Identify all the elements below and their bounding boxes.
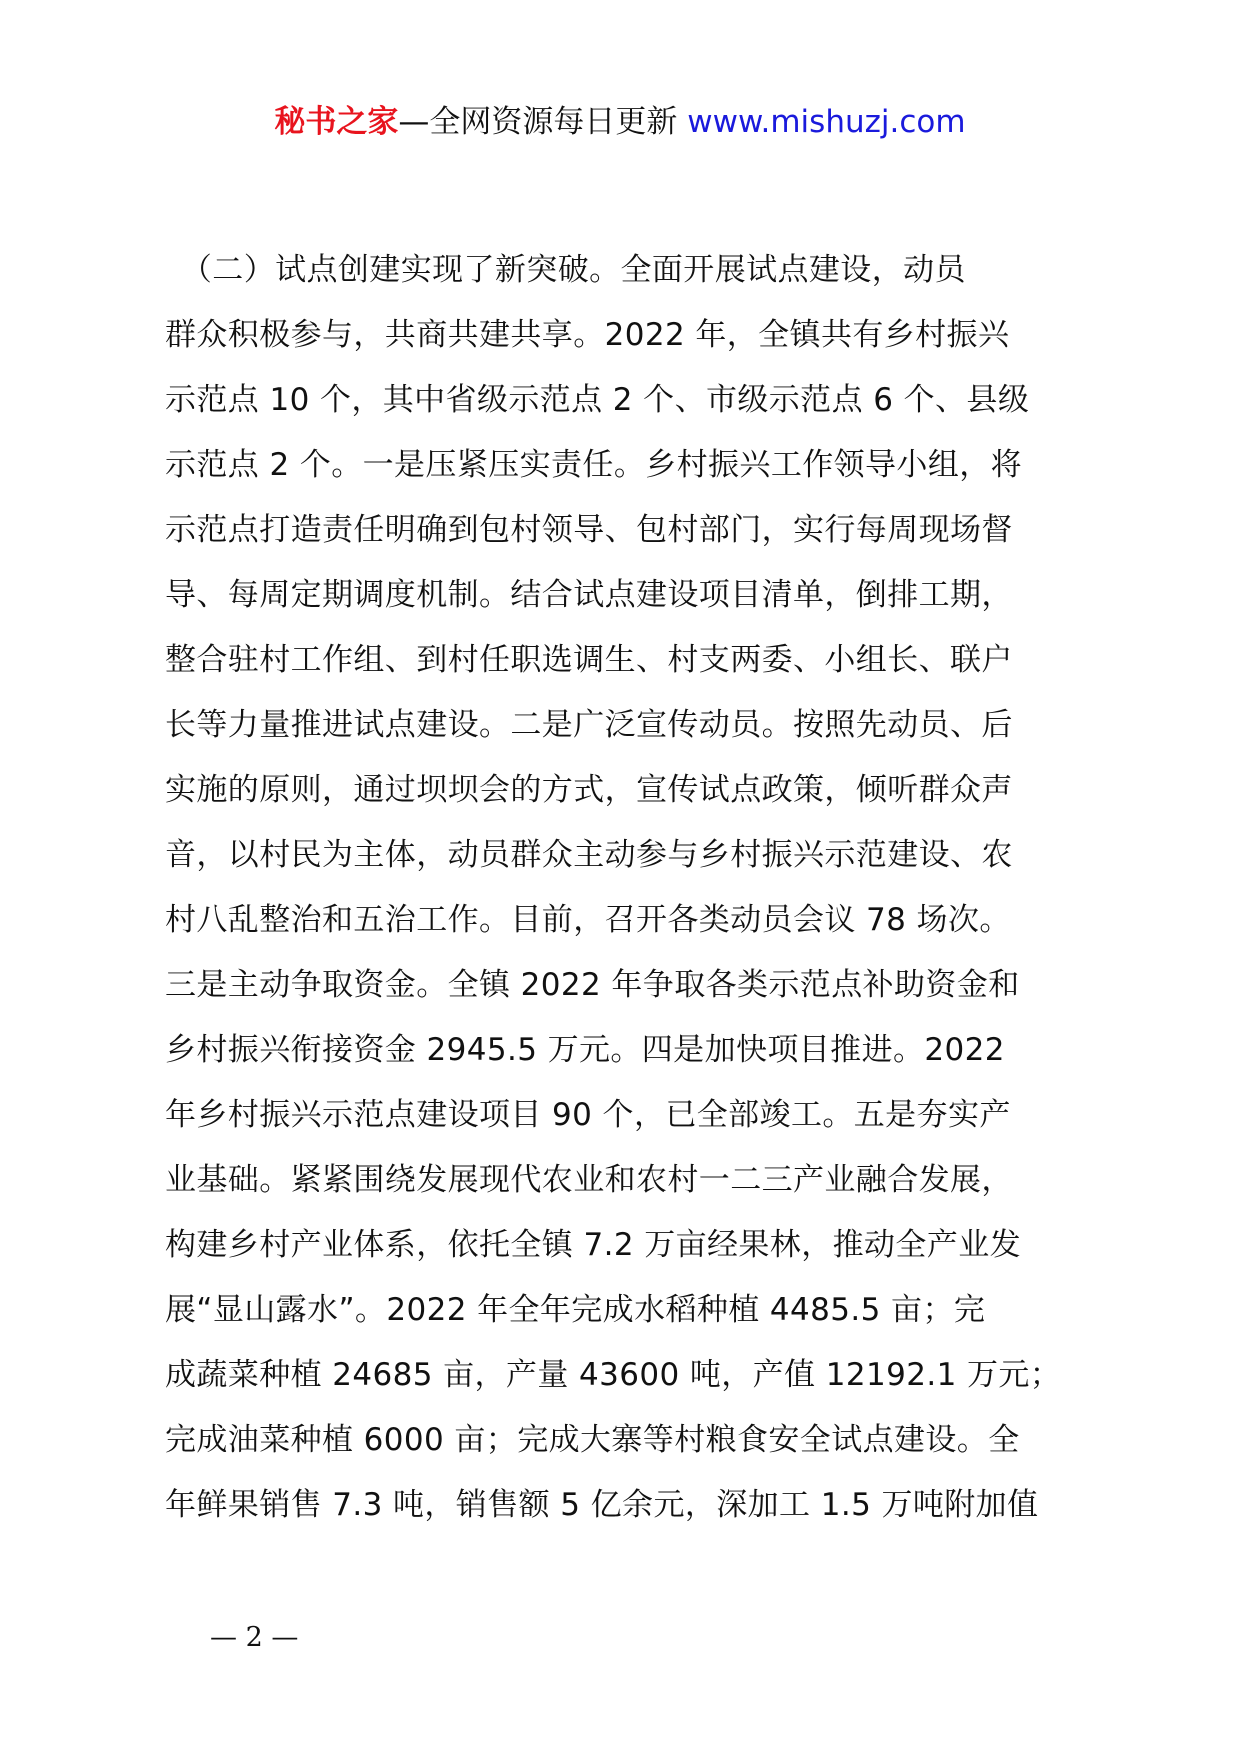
body-line: 音，以村民为主体，动员群众主动参与乡村振兴示范建设、农 <box>165 837 1013 873</box>
page-number: — 2 — <box>210 1622 299 1653</box>
document-body <box>165 238 1090 1538</box>
body-line: 群众积极参与，共商共建共享。2022 年，全镇共有乡村振兴 <box>165 317 1010 353</box>
body-line: 展“显山露水”。2022 年全年完成水稻种植 4485.5 亩；完 <box>165 1292 986 1328</box>
brand-name: 秘书之家 <box>274 104 399 140</box>
site-url-link[interactable]: www.mishuzj.com <box>687 104 966 140</box>
body-line: 三是主动争取资金。全镇 2022 年争取各类示范点补助资金和 <box>165 967 1020 1003</box>
body-line: 完成油菜种植 6000 亩；完成大寨等村粮食安全试点建设。全 <box>165 1422 1020 1458</box>
body-line: 导、每周定期调度机制。结合试点建设项目清单，倒排工期， <box>165 577 1013 613</box>
body-line: 实施的原则，通过坝坝会的方式，宣传试点政策，倾听群众声 <box>165 772 1013 808</box>
banner-slogan: —全网资源每日更新 <box>398 104 688 140</box>
body-line: 年乡村振兴示范点建设项目 90 个，已全部竣工。五是夯实产 <box>165 1097 1011 1133</box>
body-line: （二）试点创建实现了新突破。全面开展试点建设，动员 <box>165 252 966 288</box>
site-banner <box>0 100 1240 144</box>
body-line: 年鲜果销售 7.3 吨，销售额 5 亿余元，深加工 1.5 万吨附加值 <box>165 1487 1039 1523</box>
body-line: 成蔬菜种植 24685 亩，产量 43600 吨，产值 12192.1 万元； <box>165 1357 1062 1393</box>
body-line: 构建乡村产业体系，依托全镇 7.2 万亩经果林，推动全产业发 <box>165 1227 1022 1263</box>
body-line: 示范点打造责任明确到包村领导、包村部门，实行每周现场督 <box>165 512 1013 548</box>
body-line: 业基础。紧紧围绕发展现代农业和农村一二三产业融合发展， <box>165 1162 1013 1198</box>
body-line: 示范点 2 个。一是压紧压实责任。乡村振兴工作领导小组，将 <box>165 447 1023 483</box>
body-line: 示范点 10 个，其中省级示范点 2 个、市级示范点 6 个、县级 <box>165 382 1030 418</box>
body-line: 乡村振兴衔接资金 2945.5 万元。四是加快项目推进。2022 <box>165 1032 1005 1068</box>
body-line: 村八乱整治和五治工作。目前，召开各类动员会议 78 场次。 <box>165 902 1011 938</box>
body-line: 整合驻村工作组、到村任职选调生、村支两委、小组长、联户 <box>165 642 1013 678</box>
body-line: 长等力量推进试点建设。二是广泛宣传动员。按照先动员、后 <box>165 707 1013 743</box>
